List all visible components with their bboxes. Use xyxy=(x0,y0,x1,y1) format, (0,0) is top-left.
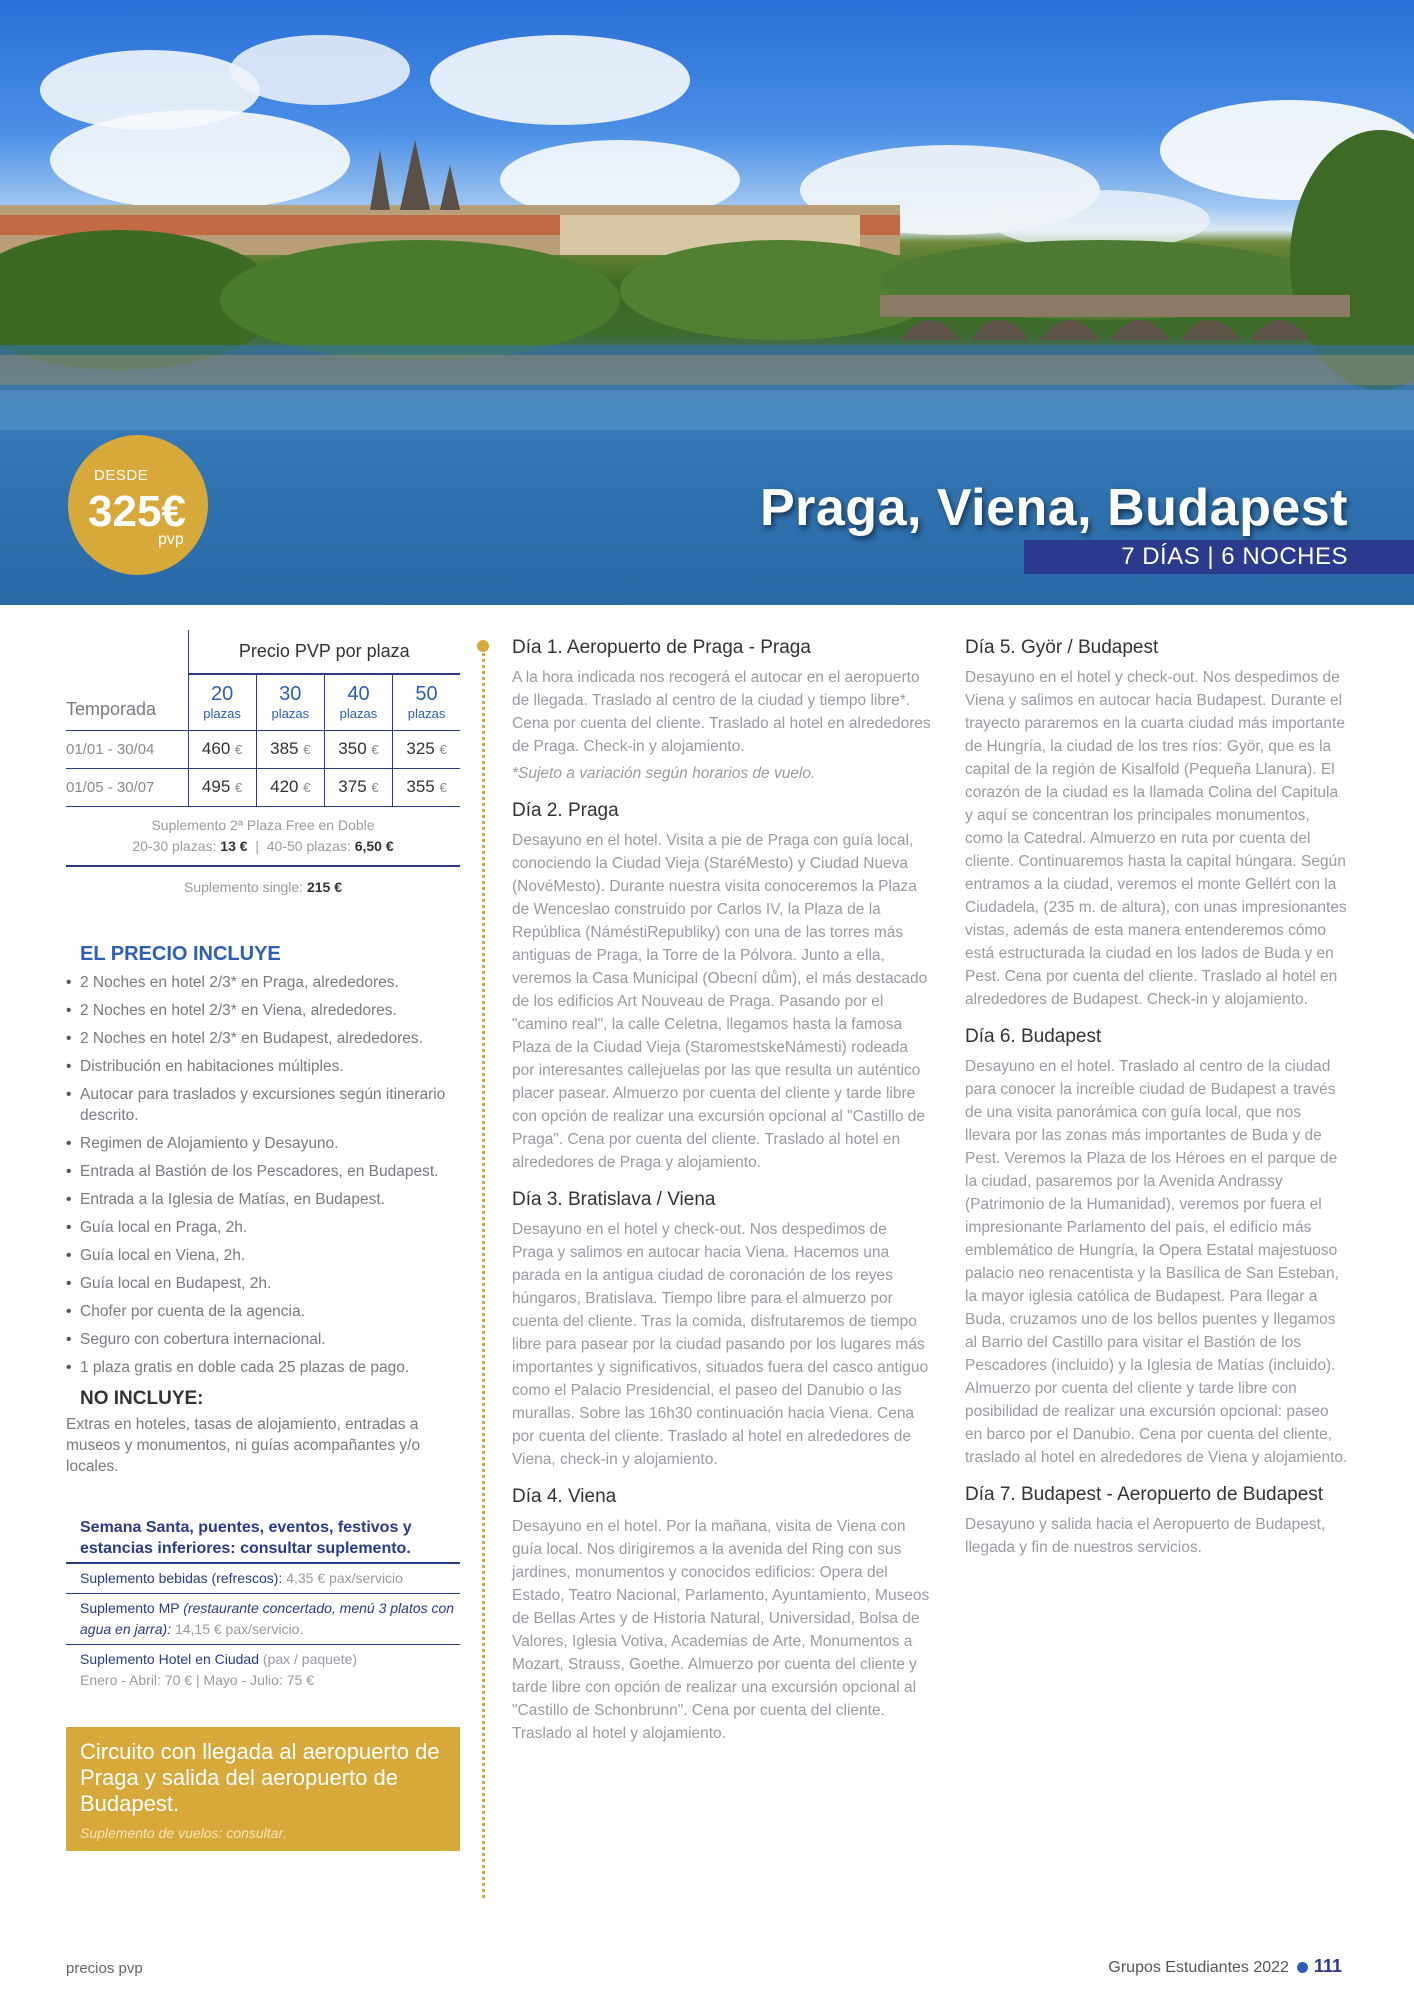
supplements-heading: Semana Santa, puentes, eventos, festivos y estancias inferiores: consultar suplemento. xyxy=(66,1517,460,1564)
day-title: Día 2. Praga xyxy=(512,800,619,821)
supplement-mp: Suplemento MP (restaurante concertado, menú 3 platos con agua en jarra): 14,15 € pax/servicio. xyxy=(66,1594,460,1645)
itinerary-day xyxy=(965,636,1350,1011)
price-badge xyxy=(68,435,208,575)
day-text: Desayuno en el hotel y check-out. Nos despedimos de Viena y salimos en autocar hacia Budapest. Durante el trayecto pararemos en la cuarta ciudad más importante de Hungría, la ciudad de los tres ríos: Györ, que es la capital de la región de Kisalfold (Pequeña Llanura). El corazón de la ciudad es la llamada Colina del Capitula y aquí se concentran los principales monumentos, como la Catedral. Almuerzo en ruta por cuenta del cliente. Continuaremos hasta la capital húngara. Según entramos a la ciudad, veremos el monte Gellért con la Ciudadela, (235 m. de altura), con unas impresionantes vistas, además de esta manera entenderemos cómo está estructurada la ciudad en los lados de Buda y en Pest. Cena por cuenta del cliente. Traslado al hotel en alrededores de Budapest. Check-in y alojamiento. xyxy=(965,669,1347,1008)
bullet-dot-icon xyxy=(1297,1962,1308,1973)
not-included-title: NO INCLUYE: xyxy=(80,1387,204,1409)
price-cell: 325 € xyxy=(393,730,460,768)
season-header: Temporada xyxy=(66,674,188,730)
badge-desde: DESDE xyxy=(94,467,149,484)
page-title: Praga, Viena, Budapest xyxy=(759,479,1348,537)
itinerary-day xyxy=(965,1025,1350,1469)
list-item: • Entrada al Bastión de los Pescadores, en Budapest. xyxy=(66,1161,460,1182)
list-item: • Guía local en Viena, 2h. xyxy=(66,1245,460,1266)
list-item: • 2 Noches en hotel 2/3* en Praga, alrededores. xyxy=(66,972,460,993)
price-cell: 385 € xyxy=(256,730,324,768)
itinerary-day xyxy=(512,1485,932,1745)
day-title: Día 6. Budapest xyxy=(965,1026,1102,1047)
day-text: Desayuno en el hotel y check-out. Nos despedimos de Praga y salimos en autocar hacia Viena. Hacemos una parada en la antigua ciudad de coronación de los reyes húngaros, Bratislava. Tiempo libre para el almuerzo por cuenta del cliente. Tras la comida, disfrutaremos de tiempo libre para pasear por la ciudad pasando por los lugares más importantes y significativos, situados fuera del casco antiguo como el Palacio Presidencial, el paseo del Danubio o las murallas. Sobre las 16h30 continuación hacia Viena. Cena por cuenta del cliente. Traslado al hotel en alrededores de Viena, check-in y alojamiento. xyxy=(512,1221,929,1468)
itinerary-day xyxy=(512,799,932,1174)
day-title: Día 4. Viena xyxy=(512,1486,617,1507)
list-item: • 2 Noches en hotel 2/3* en Viena, alrededores. xyxy=(66,1000,460,1021)
day-text: Desayuno en el hotel. Traslado al centro de la ciudad para conocer la increíble ciudad de Budapest a través de una visita panorámica con guía local, que nos llevara por las zonas más importantes de Buda y de Pest. Veremos la Plaza de los Héroes en el parque de la ciudad, pasaremos por la Avenida Andrassy (Patrimonio de la Humanidad), veremos por fuera el impresionante Parlamento del país, el edificio más emblemático de Hungría, la Opera Estatal majestuoso palacio neo renacentista y la Basílica de San Esteban, la mayor iglesia católica de Budapest. Para llegar a Buda, cruzamos uno de los bellos puentes y llegamos al Barrio del Castillo para visitar el Bastión de los Pescadores (incluido) y la Iglesia de Matías (incluido). Almuerzo por cuenta del cliente y tarde libre con posibilidad de realizar una excursión opcional: paseo en barco por el Danubio. Cena por cuenta del cliente, traslado al hotel en alrededores de Viena y alojamiento. xyxy=(965,1058,1348,1466)
itinerary-column-2 xyxy=(965,636,1350,1573)
dotted-divider xyxy=(482,648,485,1898)
footer-right xyxy=(1108,1956,1342,1977)
page-number: 111 xyxy=(1313,1956,1342,1976)
includes-list xyxy=(66,972,460,1378)
catalog-name: Grupos Estudiantes 2022 xyxy=(1108,1959,1289,1976)
includes-title: EL PRECIO INCLUYE xyxy=(80,942,281,965)
supplement-hotel: Suplemento Hotel en Ciudad (pax / paquete) Enero - Abril: 70 € | Mayo - Julio: 75 € xyxy=(80,1650,358,1688)
col-50-plazas: 50 plazas xyxy=(393,674,460,730)
flight-info-sub: Suplemento de vuelos: consultar. xyxy=(80,1824,287,1841)
price-cell: 355 € xyxy=(393,768,460,806)
day-note: *Sujeto a variación según horarios de vuelo. xyxy=(512,765,816,782)
table-row xyxy=(66,768,460,806)
price-cell: 495 € xyxy=(188,768,256,806)
list-item: • Guía local en Praga, 2h. xyxy=(66,1217,460,1238)
not-included-text: Extras en hoteles, tasas de alojamiento, entradas a museos y monumentos, ni guías acompañantes y/o locales. xyxy=(66,1415,421,1475)
itinerary-day xyxy=(512,1188,932,1471)
price-cell: 375 € xyxy=(324,768,392,806)
badge-pvp: pvp xyxy=(158,531,184,548)
table-row xyxy=(66,730,460,768)
col-20-plazas: 20 plazas xyxy=(188,674,256,730)
itinerary-day xyxy=(512,636,932,785)
price-cell: 460 € xyxy=(188,730,256,768)
day-title: Día 1. Aeropuerto de Praga - Praga xyxy=(512,637,811,658)
season-cell: 01/05 - 30/07 xyxy=(66,768,188,806)
day-text: Desayuno y salida hacia el Aeropuerto de Budapest, llegada y fin de nuestros servicios. xyxy=(965,1516,1326,1556)
itinerary-day xyxy=(965,1483,1350,1559)
list-item: • Chofer por cuenta de la agencia. xyxy=(66,1301,460,1322)
list-item: • 2 Noches en hotel 2/3* en Budapest, alrededores. xyxy=(66,1028,460,1049)
day-text: A la hora indicada nos recogerá el autocar en el aeropuerto de llegada. Traslado al centro de la ciudad y tiempo libre*. Cena por cuenta del cliente. Traslado al hotel en alrededores de Praga. Check-in y alojamiento. xyxy=(512,669,931,755)
hero-image xyxy=(0,0,1414,605)
supplement-bebidas: Suplemento bebidas (refrescos): 4,35 € pax/servicio xyxy=(66,1564,460,1594)
day-title: Día 7. Budapest - Aeropuerto de Budapest xyxy=(965,1484,1324,1505)
list-item: • 1 plaza gratis en doble cada 25 plazas de pago. xyxy=(66,1357,460,1378)
price-table-header: Precio PVP por plaza xyxy=(188,630,460,674)
price-cell: 420 € xyxy=(256,768,324,806)
day-text: Desayuno en el hotel. Visita a pie de Praga con guía local, conociendo la Ciudad Vieja (StaréMesto) y Ciudad Nueva (NovéMesto). Durante nuestra visita conoceremos la Plaza de Wenceslao construido por Carlos IV, la Plaza de la República (NáméstiRepubliky) con una de las torres más antiguas de Praga, la Torre de la Pólvora. Junto a ella, veremos la Casa Municipal (Obecní dům), el más destacado de los edificios Art Nouveau de Praga. Pasando por el "camino real", la calle Celetna, llegamos hasta la famosa Plaza de la Ciudad Vieja (StaromestskeNámesti) rodeada por interesantes callejuelas por las que resulta un auténtico placer pasear. Almuerzo por cuenta del cliente y tarde libre con opción de realizar una excursión opcional al "Castillo de Praga". Cena por cuenta del cliente. Traslado al hotel en alrededores de Praga y alojamiento. xyxy=(512,832,928,1171)
list-item: • Distribución en habitaciones múltiples. xyxy=(66,1056,460,1077)
trip-duration: 7 DÍAS | 6 NOCHES xyxy=(1024,540,1414,574)
price-table xyxy=(66,630,460,807)
list-item: • Autocar para traslados y excursiones según itinerario descrito. xyxy=(66,1084,460,1126)
day-title: Día 5. Györ / Budapest xyxy=(965,637,1159,658)
col-30-plazas: 30 plazas xyxy=(256,674,324,730)
itinerary-column-1 xyxy=(512,636,932,1759)
list-item: • Guía local en Budapest, 2h. xyxy=(66,1273,460,1294)
list-item: • Regimen de Alojamiento y Desayuno. xyxy=(66,1133,460,1154)
day-title: Día 3. Bratislava / Viena xyxy=(512,1189,716,1210)
flight-info-text: Circuito con llegada al aeropuerto de Praga y salida del aeropuerto de Budapest. xyxy=(80,1738,440,1816)
price-cell: 350 € xyxy=(324,730,392,768)
season-cell: 01/01 - 30/04 xyxy=(66,730,188,768)
left-column xyxy=(66,630,460,1851)
list-item: • Entrada a la Iglesia de Matías, en Budapest. xyxy=(66,1189,460,1210)
day-text: Desayuno en el hotel. Por la mañana, visita de Viena con guía local. Nos dirigiremos a la avenida del Ring con sus jardines, monumentos y conocidos edificios: Opera del Estado, Teatro Nacional, Parlamento, Ayuntamiento, Museos de Bellas Artes y de Historia Natural, Universidad, Bolsa de Valores, Iglesia Votiva, Academias de Arte, Monumentos a Mozart, Strauss, Goethe. Almuerzo por cuenta del cliente y tarde libre con opción de realizar una excursión opcional al "Castillo de Schonbrunn". Cena por cuenta del cliente. Traslado al hotel y alojamiento. xyxy=(512,1518,930,1742)
flight-info-box xyxy=(66,1727,460,1851)
supplement-2nd-plaza: Suplemento 2ª Plaza Free en Doble 20-30 plazas: 13 € | 40-50 plazas: 6,50 € xyxy=(66,807,460,867)
col-40-plazas: 40 plazas xyxy=(324,674,392,730)
footer-left: precios pvp xyxy=(66,1960,143,1977)
list-item: • Seguro con cobertura internacional. xyxy=(66,1329,460,1350)
badge-amount: 325€ xyxy=(88,487,186,536)
supplement-single: Suplemento single: 215 € xyxy=(183,878,342,895)
